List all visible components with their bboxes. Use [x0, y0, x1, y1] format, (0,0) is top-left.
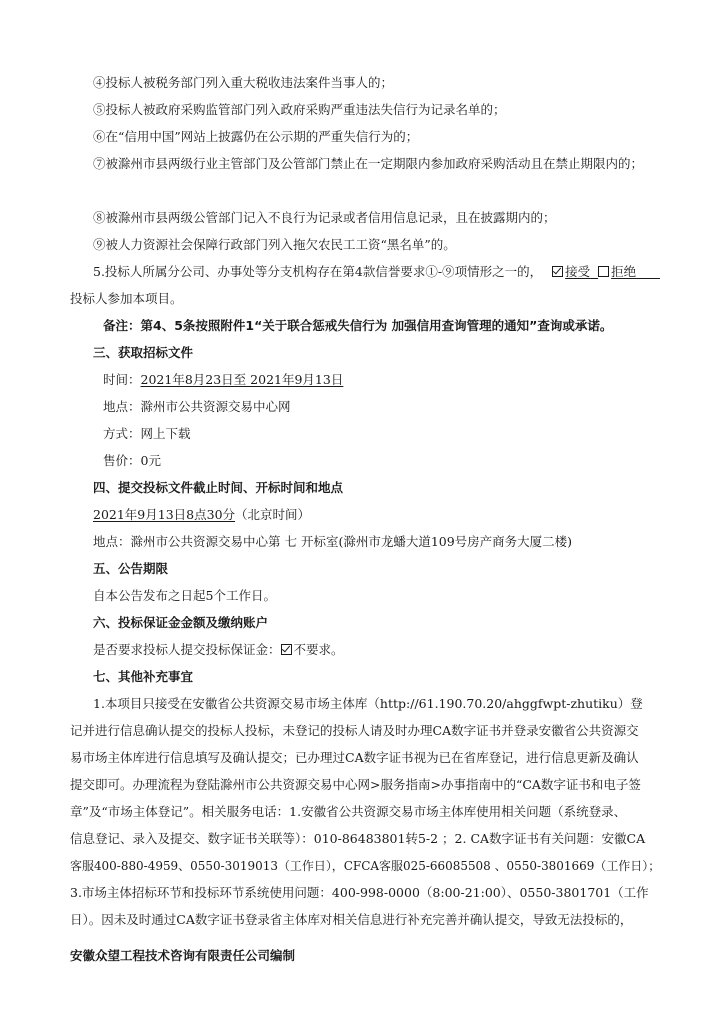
section-3-heading: 三、获取招标文件 — [93, 345, 194, 360]
time-label: 时间： — [103, 372, 141, 387]
no-deposit-checkbox-icon[interactable] — [281, 644, 292, 655]
section-7-line: 章”及“市场主体登记”。相关服务电话：1.安徽省公共资源交易市场主体库使用相关问题（系统登录、 — [70, 804, 627, 819]
note: 备注：第4、5条按照附件1“关于联合惩戒失信行为 加强信用查询管理的通知”查询或承诺。 — [103, 318, 613, 333]
section-3-time — [103, 372, 343, 388]
section-7-line: 提交即可。办理流程为登陆滁州市公共资源交易中心网>服务指南>办事指南中的“CA数字证书和电子签 — [70, 777, 641, 792]
deadline-datetime: 2021年9月13日8点30分 — [93, 507, 236, 522]
section-4-datetime — [93, 507, 310, 523]
deadline-timezone: （北京时间） — [235, 507, 311, 522]
deposit-answer: 不要求。 — [293, 642, 344, 657]
time-value: 2021年8月23日至 2021年9月13日 — [140, 372, 344, 387]
section-3-method: 方式：网上下载 — [103, 426, 191, 441]
exclusion-item-6: ⑥在“信用中国”网站上披露仍在公示期的严重失信行为的； — [93, 129, 419, 144]
section-4-heading: 四、提交投标文件截止时间、开标时间和地点 — [93, 480, 344, 495]
clause-5-text: 5.投标人所属分公司、办事处等分支机构存在第4款信誉要求①-⑨项情形之一的， — [93, 264, 543, 279]
section-5-text: 自本公告发布之日起5个工作日。 — [93, 588, 276, 603]
accept-checkbox-icon[interactable] — [552, 266, 563, 277]
exclusion-item-9: ⑨被人力资源社会保障行政部门列入拖欠农民工工资“黑名单”的。 — [93, 237, 456, 252]
section-7-line: 易市场主体库进行信息填写及确认提交；已办理过CA数字证书视为已在省库登记，进行信息更新及确认 — [70, 750, 639, 765]
section-3-price: 售价：0元 — [103, 453, 161, 468]
section-7-line: 客服400-880-4959、0550-3019013（工作日），CFCA客服025-66085508 、0550-3801669（工作日）； — [70, 859, 661, 873]
footer-company: 安徽众望工程技术咨询有限责任公司编制 — [70, 948, 296, 963]
section-7-heading: 七、其他补充事宜 — [93, 669, 194, 684]
section-4-place: 地点：滁州市公共资源交易中心第 七 开标室(滁州市龙蟠大道109号房产商务大厦二楼) — [93, 534, 573, 549]
section-6-text — [93, 642, 344, 658]
section-7-line: 信息登记、录入及提交、数字证书关联等）：010-86483801转5-2 ；2. CA数字证书有关问题：安徽CA — [70, 831, 646, 846]
section-3-place: 地点：滁州市公共资源交易中心网 — [103, 399, 291, 414]
exclusion-item-4: ④投标人被税务部门列入重大税收违法案件当事人的； — [93, 75, 394, 90]
deposit-question: 是否要求投标人提交投标保证金： — [93, 642, 281, 657]
section-7-line: 记并进行信息确认提交的投标人投标，未登记的投标人请及时办理CA数字证书并登录安徽省公共资源交 — [70, 723, 639, 738]
clause-5 — [93, 264, 660, 280]
clause-5-continuation: 投标人参加本项目。 — [70, 291, 183, 306]
section-5-heading: 五、公告期限 — [93, 561, 169, 576]
accept-label: 接受 — [565, 264, 591, 279]
reject-label: 拒绝 — [611, 264, 637, 279]
section-6-heading: 六、投标保证金金额及缴纳账户 — [93, 615, 269, 630]
reject-checkbox-icon[interactable] — [598, 266, 609, 277]
exclusion-item-7: ⑦被滁州市县两级行业主管部门及公管部门禁止在一定期限内参加政府采购活动且在禁止期限内的； — [93, 156, 644, 171]
section-7-line: 1.本项目只接受在安徽省公共资源交易市场主体库（http://61.190.70.20/ahggfwpt-zhutiku）登 — [93, 696, 643, 711]
section-7-line: 日）。因未及时通过CA数字证书登录省主体库对相关信息进行补充完善并确认提交，导致无法投标的， — [70, 912, 633, 927]
exclusion-item-5: ⑤投标人被政府采购监管部门列入政府采购严重违法失信行为记录名单的； — [93, 102, 506, 117]
exclusion-item-8: ⑧被滁州市县两级公管部门记入不良行为记录或者信用信息记录，且在披露期内的； — [93, 210, 556, 225]
clause-5-options — [552, 264, 660, 279]
section-7-line: 3.市场主体招标环节和投标环节系统使用问题：400-998-0000（8:00-21:00）、0550-3801701（工作 — [70, 885, 649, 900]
